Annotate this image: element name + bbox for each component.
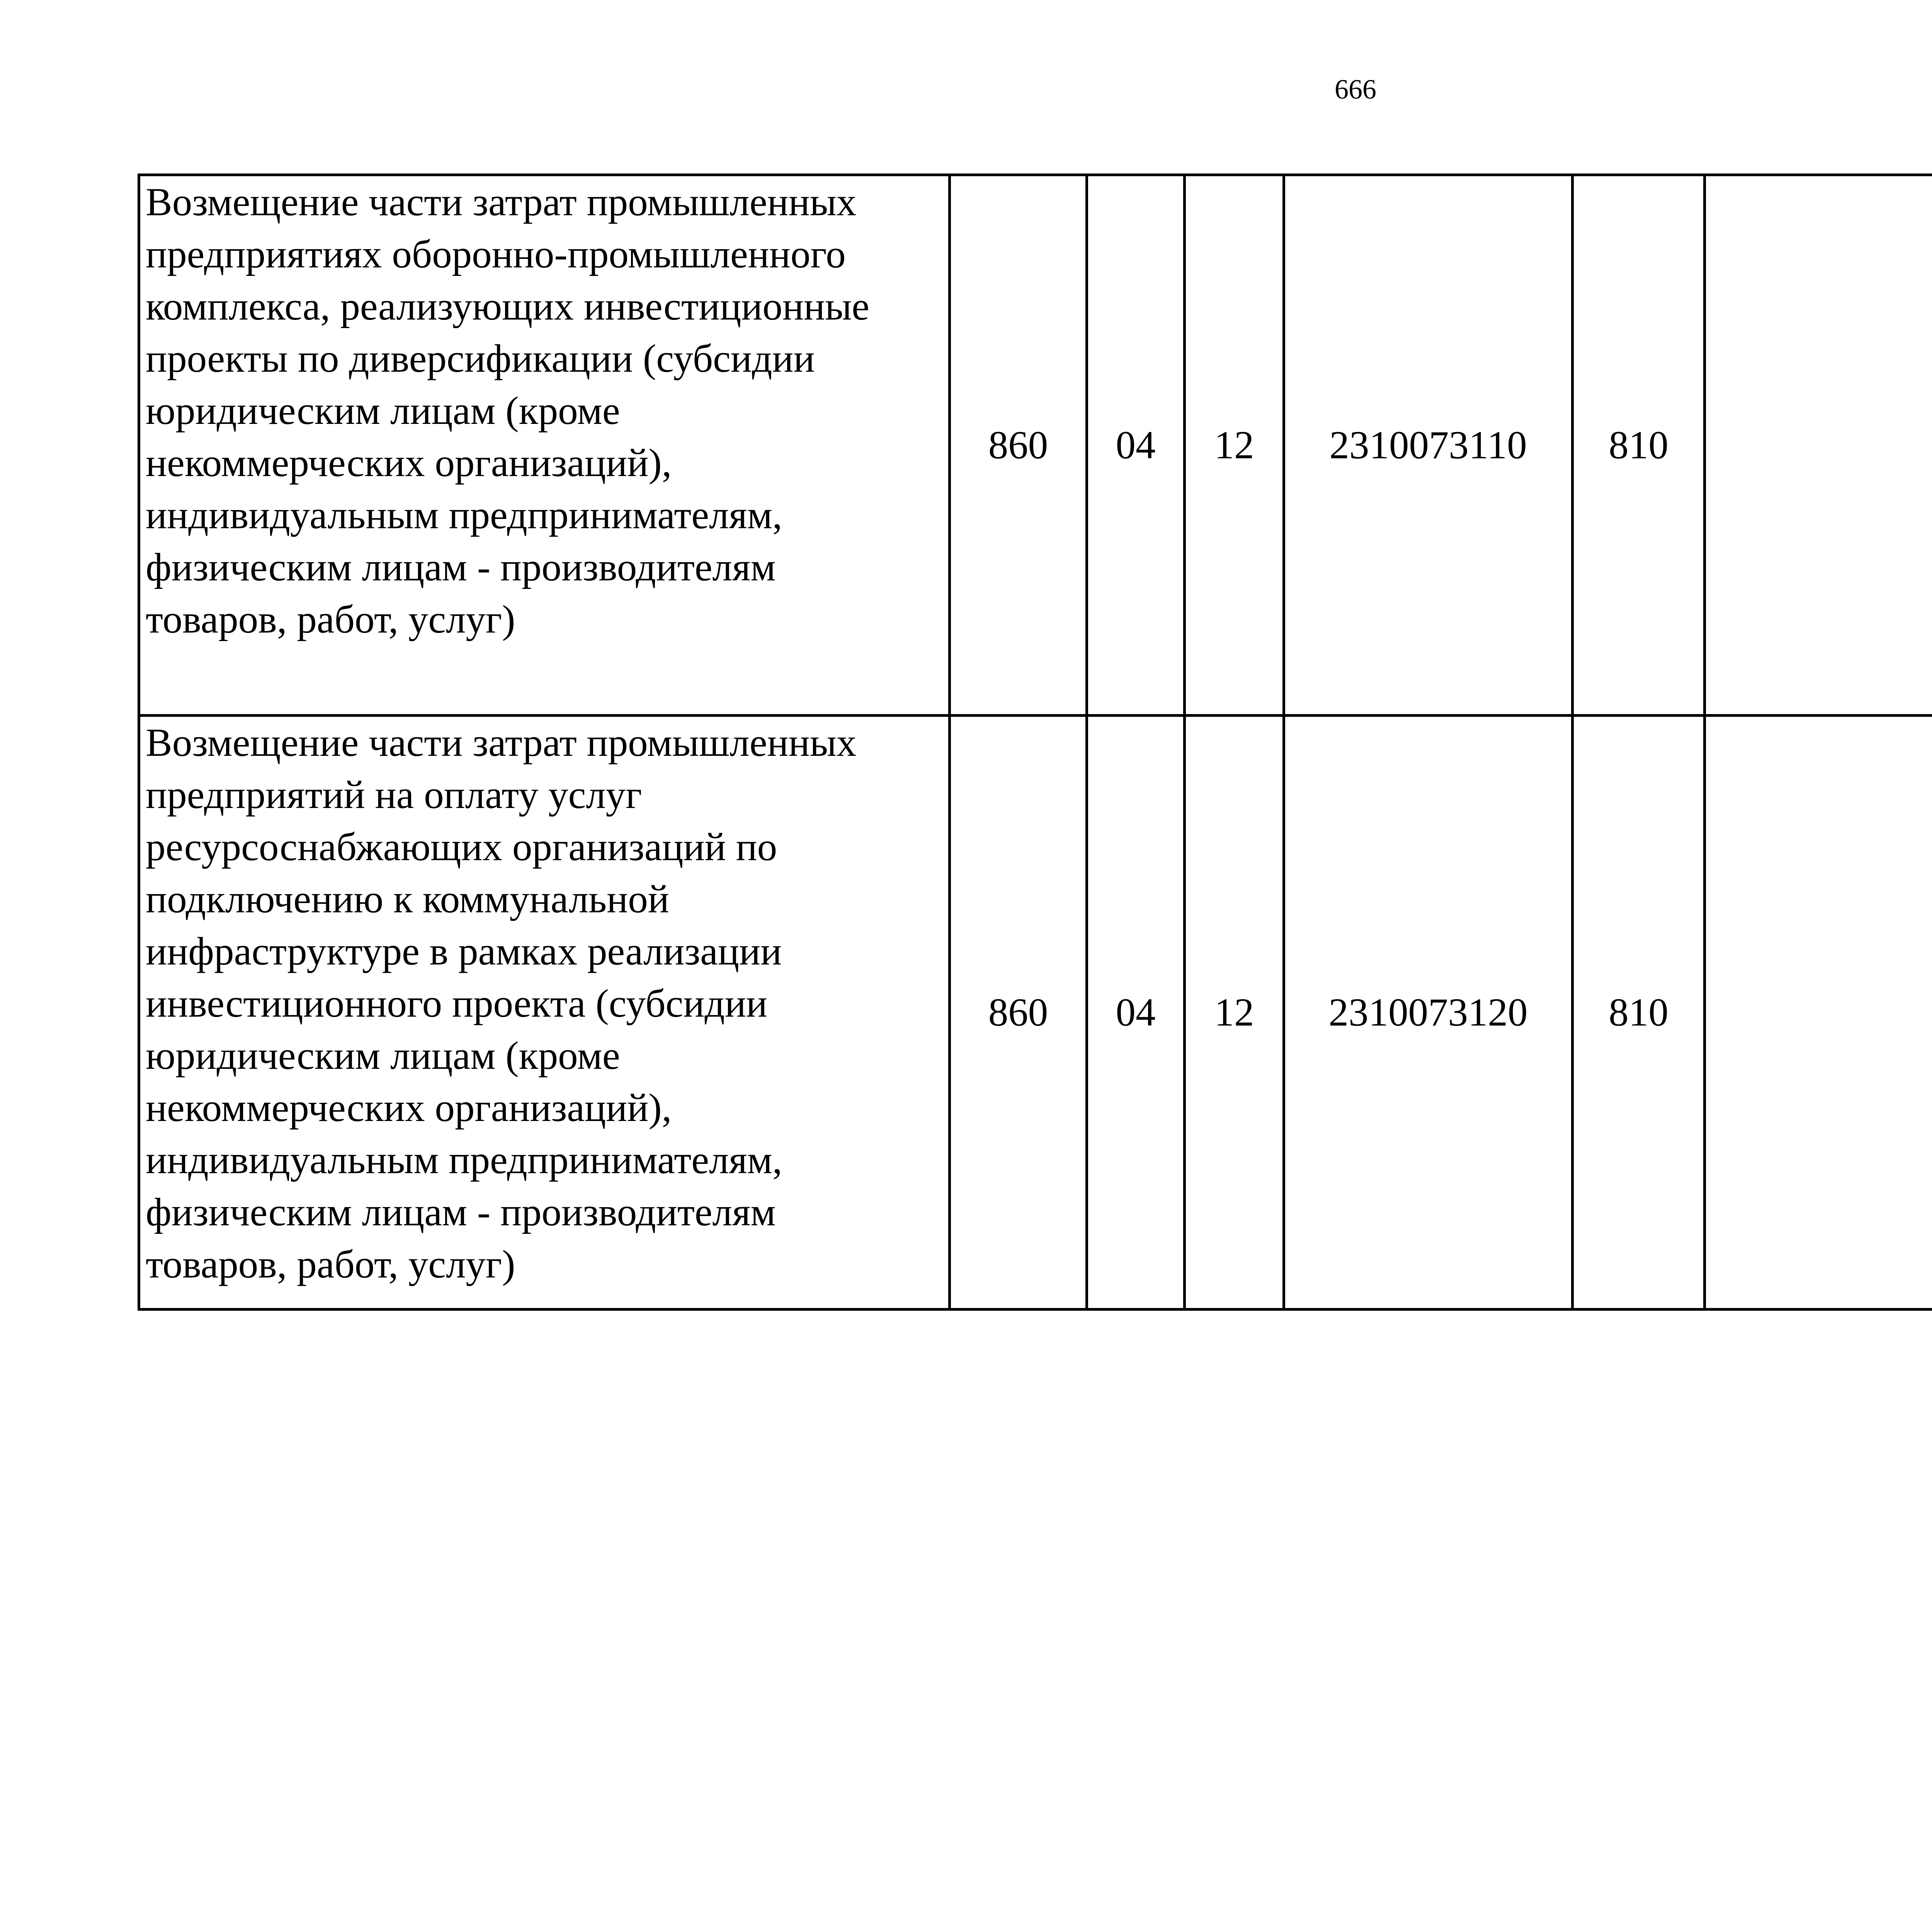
expense-name-line: некоммерческих организаций),: [146, 441, 672, 485]
expense-name-line: товаров, работ, услуг): [146, 597, 515, 641]
expense-name-line: комплекса, реализующих инвестиционные: [146, 284, 870, 328]
page-number: 666: [1335, 74, 1376, 105]
expense-name-line: инвестиционного проекта (субсидии: [146, 981, 768, 1026]
amount-cell-blank: [1705, 716, 1932, 1310]
target-article-cell: 2310073120: [1284, 716, 1573, 1310]
expense-name-line: физическим лицам - производителям: [146, 545, 776, 589]
ministry-code-cell: 860: [950, 175, 1087, 716]
subsection-code-cell: 12: [1185, 716, 1284, 1310]
expense-name-line: юридическим лицам (кроме: [146, 1034, 620, 1078]
expense-name-line: Возмещение части затрат промышленных: [146, 721, 857, 765]
expense-type-cell: 810: [1573, 716, 1705, 1310]
target-article-cell: 2310073110: [1284, 175, 1573, 716]
ministry-code-cell: 860: [950, 716, 1087, 1310]
expense-name-line: ресурсоснабжающих организаций по: [146, 825, 777, 869]
expense-name-line: индивидуальным предпринимателям,: [146, 1138, 782, 1182]
budget-table: [138, 173, 1932, 1311]
expense-name-line: подключению к коммунальной: [146, 877, 669, 921]
expense-name-line: инфраструктуре в рамках реализации: [146, 929, 782, 973]
amount-cell-blank: [1705, 175, 1932, 716]
expense-type-cell: 810: [1573, 175, 1705, 716]
expense-name-line: предприятиях оборонно-промышленного: [146, 232, 846, 276]
table-row: [139, 175, 1932, 716]
expense-name-line: предприятий на оплату услуг: [146, 773, 642, 817]
expense-name-line: проекты по диверсификации (субсидии: [146, 337, 815, 381]
expense-name-line: индивидуальным предпринимателям,: [146, 493, 782, 537]
expense-name-line: товаров, работ, услуг): [146, 1242, 515, 1286]
expense-name-cell: [139, 716, 950, 1310]
section-code-cell: 04: [1087, 716, 1185, 1310]
expense-name-cell: [139, 175, 950, 716]
expense-name-line: юридическим лицам (кроме: [146, 389, 620, 433]
subsection-code-cell: 12: [1185, 175, 1284, 716]
expense-name-line: Возмещение части затрат промышленных: [146, 180, 857, 224]
table-row: [139, 716, 1932, 1310]
expense-name-line: некоммерческих организаций),: [146, 1086, 672, 1130]
expense-name-line: физическим лицам - производителям: [146, 1190, 776, 1234]
section-code-cell: 04: [1087, 175, 1185, 716]
